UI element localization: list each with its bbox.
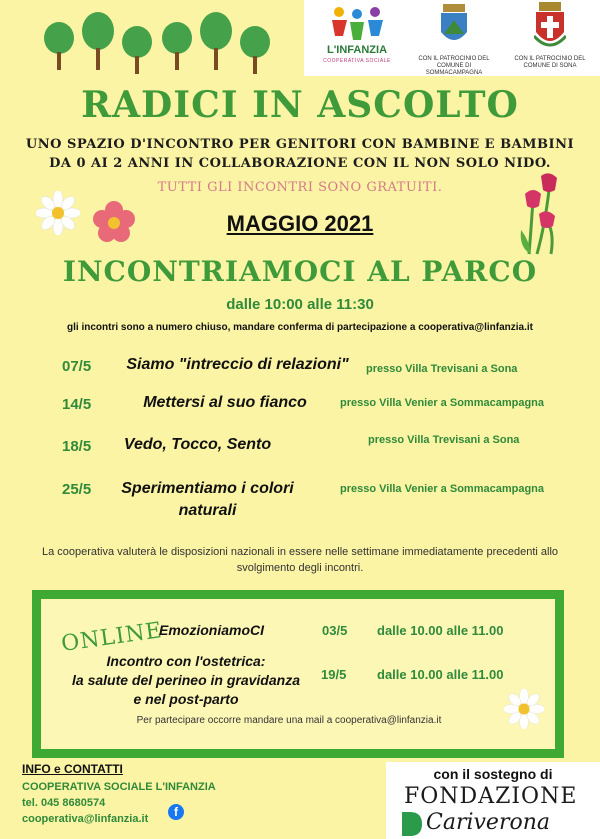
event-place: presso Villa Venier a Sommacampagna xyxy=(340,483,545,495)
online-item-title: Incontro con l'ostetrica: xyxy=(106,653,266,669)
trees-decoration xyxy=(40,8,280,78)
time-range: dalle 10:00 alle 11:30 xyxy=(226,296,374,313)
sponsor-label: con il sostegno di xyxy=(433,766,553,782)
event-place: presso Villa Trevisani a Sona xyxy=(366,363,518,375)
contacts-heading: INFO e CONTATTI xyxy=(22,762,123,776)
online-section xyxy=(32,590,564,758)
event-date: 18/5 xyxy=(62,438,92,455)
contacts-org: COOPERATIVA SOCIALE L'INFANZIA xyxy=(22,781,216,793)
sona-logo xyxy=(504,2,596,74)
event-date: 25/5 xyxy=(62,481,92,498)
facebook-icon[interactable]: f xyxy=(168,804,184,820)
event-title: Mettersi al suo fianco xyxy=(143,394,307,411)
disclaimer-line2: svolgimento degli incontri. xyxy=(236,562,364,574)
free-note: TUTTI GLI INCONTRI SONO GRATUITI. xyxy=(157,180,443,195)
infanzia-name: L'INFANZIA xyxy=(326,44,388,56)
daisy-icon xyxy=(504,689,544,729)
event-date: 07/5 xyxy=(62,358,92,375)
page-title: RADICI IN ASCOLTO xyxy=(81,84,519,126)
fondazione-logo-icon xyxy=(402,812,422,836)
coat-of-arms-icon xyxy=(439,4,469,48)
patron2-text: CON IL PATROCINIO DEL COMUNE DI SONA xyxy=(514,56,586,69)
event-place: presso Villa Trevisani a Sona xyxy=(368,434,520,446)
online-item-time: dalle 10.00 alle 11.00 xyxy=(377,667,504,682)
subtitle-line2: DA 0 AI 2 ANNI IN COLLABORAZIONE CON IL NON SOLO NIDO. xyxy=(49,156,551,171)
online-item-title: e nel post-parto xyxy=(133,691,239,707)
infanzia-subtitle: COOPERATIVA SOCIALE xyxy=(323,58,391,64)
event-place: presso Villa Venier a Sommacampagna xyxy=(340,397,545,409)
contacts-email[interactable]: cooperativa@linfanzia.it xyxy=(22,813,149,825)
online-note: Per partecipare occorre mandare una mail a cooperativa@linfanzia.it xyxy=(136,715,442,726)
patron1-text: CON IL PATROCINIO DEL COMUNE DI SOMMACAMPAGNA xyxy=(418,56,490,76)
event-title: Sperimentiamo i colori xyxy=(121,480,294,497)
coat-of-arms-icon xyxy=(534,2,566,50)
partner-logos xyxy=(304,0,600,76)
sponsor-name1: FONDAZIONE xyxy=(404,784,578,809)
event-title: Siamo "intreccio di relazioni" xyxy=(126,356,349,373)
event-title: Vedo, Tocco, Sento xyxy=(123,436,272,453)
sponsor-box xyxy=(386,762,600,839)
event-date: 14/5 xyxy=(62,396,92,413)
sponsor-name2: Cariverona xyxy=(426,810,550,835)
sommacampagna-logo xyxy=(408,2,500,74)
booking-note: gli incontri sono a numero chiuso, mandare conferma di partecipazione a cooperativa@linfanzia.it xyxy=(67,322,533,333)
park-title: INCONTRIAMOCI AL PARCO xyxy=(62,255,538,288)
event-title: naturali xyxy=(178,502,237,519)
online-item-title: EmozioniamoCI xyxy=(159,622,265,638)
subtitle-line1: UNO SPAZIO D'INCONTRO PER GENITORI CON BAMBINE E BAMBINI xyxy=(25,137,575,152)
online-item-title: la salute del perineo in gravidanza xyxy=(72,672,300,688)
contacts-tel: tel. 045 8680574 xyxy=(22,797,106,809)
online-label: ONLINE xyxy=(59,618,165,657)
children-icon xyxy=(327,6,387,44)
online-item-date: 03/5 xyxy=(322,623,348,638)
online-item-time: dalle 10.00 alle 11.00 xyxy=(377,623,504,638)
disclaimer-line1: La cooperativa valuterà le disposizioni nazionali in essere nelle settimane immediatamente precedenti allo xyxy=(41,546,559,558)
infanzia-logo xyxy=(312,4,402,70)
month-heading: MAGGIO 2021 xyxy=(226,211,374,236)
online-item-date: 19/5 xyxy=(321,667,347,682)
